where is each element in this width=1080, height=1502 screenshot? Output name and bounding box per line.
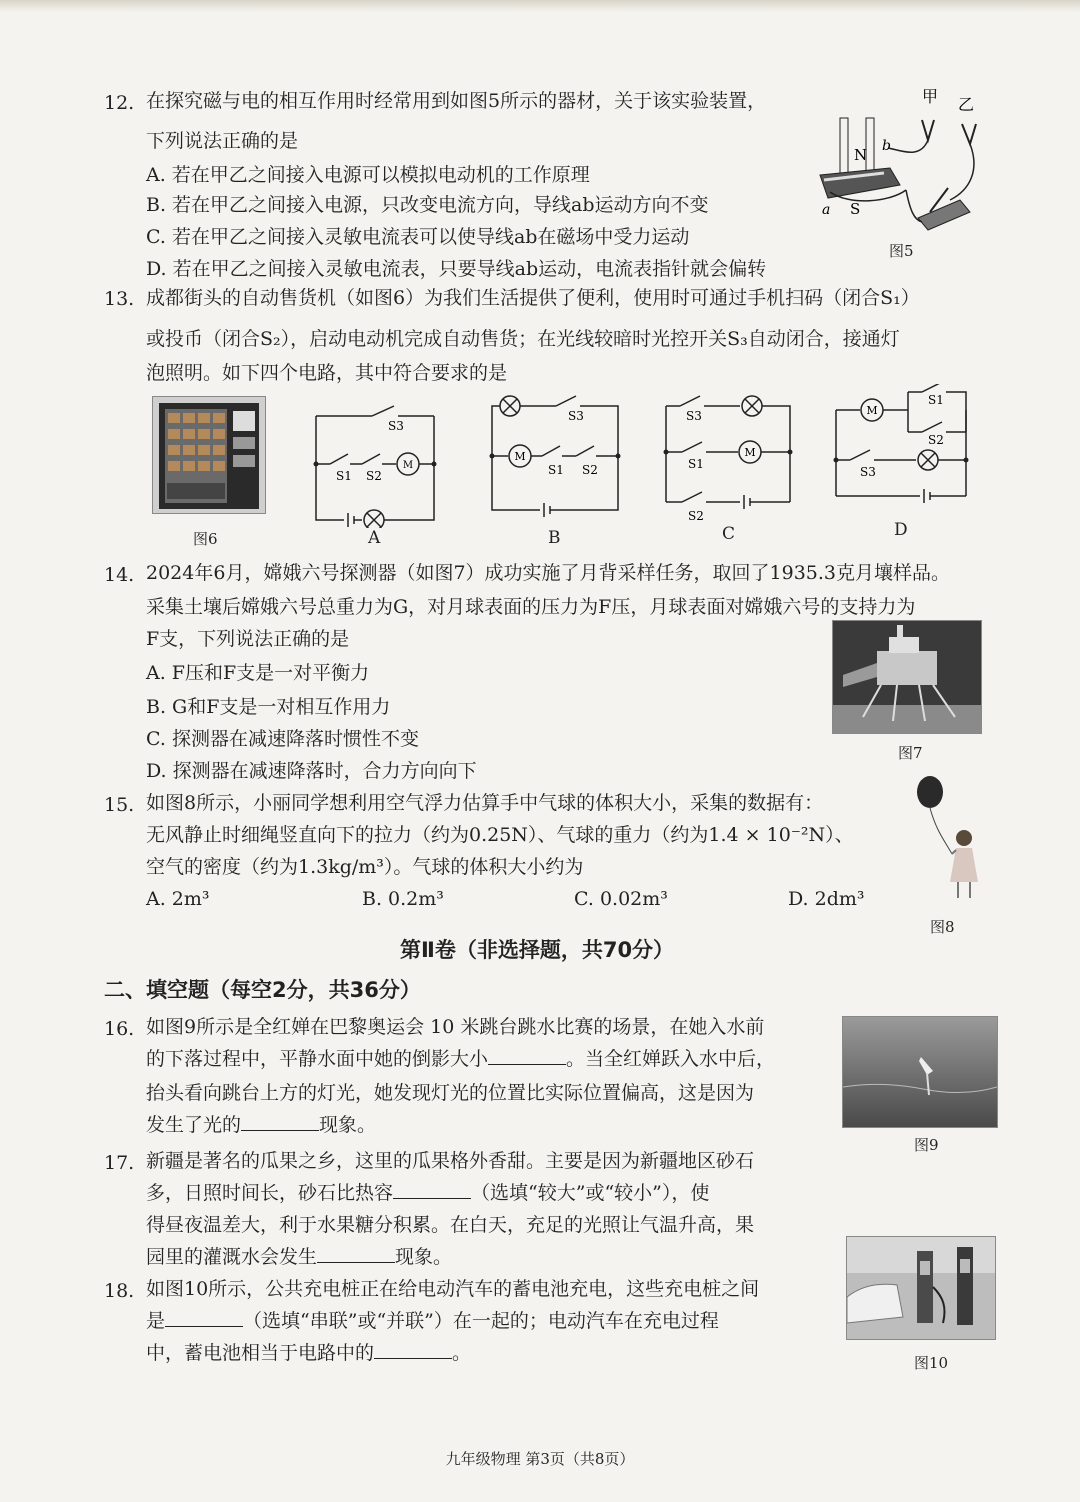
label-a: a xyxy=(822,202,831,218)
question-text xyxy=(146,1110,376,1140)
switch-s1-label: S1 xyxy=(928,393,944,407)
switch-s2-label: S2 xyxy=(688,509,704,523)
option-d: D. 探测器在减速降落时，合力方向向下 xyxy=(146,760,477,782)
option-a: A. 若在甲乙之间接入电源可以模拟电动机的工作原理 xyxy=(146,164,590,186)
switch-s3-label: S3 xyxy=(686,409,702,423)
question-number: 17. xyxy=(104,1152,135,1174)
figure-5-caption: 图5 xyxy=(889,242,914,260)
answer-blank[interactable] xyxy=(393,1180,471,1199)
section-2-title: 第Ⅱ卷（非选择题，共70分） xyxy=(400,938,675,962)
answer-blank[interactable] xyxy=(374,1340,452,1359)
figure-5-apparatus xyxy=(810,80,1000,240)
question-text xyxy=(146,1306,719,1336)
question-text: 空气的密度（约为1.3kg/m³）。气球的体积大小约为 xyxy=(146,856,584,878)
switch-s2-label: S2 xyxy=(366,469,382,483)
circuit-a xyxy=(300,400,450,528)
question-number: 15. xyxy=(104,794,135,816)
circuit-b-label: B xyxy=(548,528,561,548)
page-edge xyxy=(0,0,1080,12)
circuit-a-label: A xyxy=(368,528,381,548)
question-text: 采集土壤后嫦娥六号总重力为G，对月球表面的压力为F压，月球表面对嫦娥六号的支持力为 xyxy=(146,596,916,618)
switch-s2-label: S2 xyxy=(582,463,598,477)
question-number: 18. xyxy=(104,1280,135,1302)
option-c: C. 探测器在减速降落时惯性不变 xyxy=(146,728,419,750)
option-a: A. F压和F支是一对平衡力 xyxy=(146,662,370,684)
question-text: 或投币（闭合S₂），启动电动机完成自动售货；在光线较暗时光控开关S₃自动闭合，接通灯 xyxy=(146,328,900,350)
option-c: C. 若在甲乙之间接入灵敏电流表可以使导线ab在磁场中受力运动 xyxy=(146,226,690,248)
question-number: 16. xyxy=(104,1018,135,1040)
part-2-title: 二、填空题（每空2分，共36分） xyxy=(104,978,421,1002)
answer-blank[interactable] xyxy=(317,1244,395,1263)
question-text-part: 。 xyxy=(452,1342,472,1364)
option-c: C. 0.02m³ xyxy=(574,888,668,910)
option-d: D. 2dm³ xyxy=(788,888,865,910)
switch-s3-label: S3 xyxy=(860,465,876,479)
option-a: A. 2m³ xyxy=(146,888,210,910)
figure-9-caption: 图9 xyxy=(914,1136,939,1154)
option-d: D. 若在甲乙之间接入灵敏电流表，只要导线ab运动，电流表指针就会偏转 xyxy=(146,258,767,280)
question-text: F支，下列说法正确的是 xyxy=(146,628,350,650)
circuit-d xyxy=(830,384,980,520)
label-yi: 乙 xyxy=(958,95,975,114)
question-number: 12. xyxy=(104,92,135,114)
question-number: 14. xyxy=(104,564,135,586)
option-b: B. 若在甲乙之间接入电源，只改变电流方向，导线ab运动方向不变 xyxy=(146,194,709,216)
switch-s1-label: S1 xyxy=(336,469,352,483)
label-b: b xyxy=(882,138,891,154)
switch-s2-label: S2 xyxy=(928,433,944,447)
page-footer: 九年级物理 第3页（共8页） xyxy=(445,1450,635,1468)
circuit-d-label: D xyxy=(894,520,908,540)
question-text xyxy=(146,1044,775,1074)
figure-8-girl-balloon xyxy=(912,770,982,910)
figure-7-lander-photo xyxy=(832,620,982,734)
question-text-part: （选填“较大”或“较小”），使 xyxy=(471,1182,710,1204)
option-b: B. 0.2m³ xyxy=(362,888,444,910)
figure-6-vending-machine-photo xyxy=(152,396,266,514)
question-text: 在探究磁与电的相互作用时经常用到如图5所示的器材，关于该实验装置， xyxy=(146,90,767,112)
option-b: B. G和F支是一对相互作用力 xyxy=(146,696,391,718)
answer-blank[interactable] xyxy=(165,1308,243,1327)
question-text-part: 中，蓄电池相当于电路中的 xyxy=(146,1342,375,1364)
question-text-part: （选填“串联”或“并联”）在一起的；电动汽车在充电过程 xyxy=(243,1310,719,1332)
figure-6-caption: 图6 xyxy=(193,530,218,548)
question-text-part: 现象。 xyxy=(395,1246,453,1268)
question-text: 抬头看向跳台上方的灯光，她发现灯光的位置比实际位置偏高，这是因为 xyxy=(146,1082,755,1104)
switch-s1-label: S1 xyxy=(688,457,704,471)
question-text: 泡照明。如下四个电路，其中符合要求的是 xyxy=(146,362,508,384)
question-text-part: 多，日照时间长，砂石比热容 xyxy=(146,1182,394,1204)
question-number: 13. xyxy=(104,288,135,310)
question-text: 成都街头的自动售货机（如图6）为我们生活提供了便利，使用时可通过手机扫码（闭合S₁） xyxy=(146,287,920,309)
motor-label: M xyxy=(744,446,756,459)
motor-label: M xyxy=(866,404,878,417)
motor-label: M xyxy=(402,460,414,471)
question-text: 得昼夜温差大，利于水果糖分积累。在白天，充足的光照让气温升高，果 xyxy=(146,1214,755,1236)
question-text-part: 。当全红婵跃入水中后， xyxy=(566,1048,776,1070)
label-s-pole: S xyxy=(850,200,861,218)
label-n-pole: N xyxy=(854,146,868,164)
switch-s3-label: S3 xyxy=(568,409,584,423)
figure-8-caption: 图8 xyxy=(930,918,955,936)
question-text-part: 发生了光的 xyxy=(146,1114,242,1136)
answer-blank[interactable] xyxy=(488,1046,566,1065)
figure-10-charging-photo xyxy=(846,1236,996,1340)
question-text xyxy=(146,1178,709,1208)
question-text xyxy=(146,1242,452,1272)
question-text xyxy=(146,1338,471,1368)
motor-label: M xyxy=(514,450,526,463)
question-text-part: 园里的灌溉水会发生 xyxy=(146,1246,318,1268)
question-text: 如图10所示，公共充电桩正在给电动汽车的蓄电池充电，这些充电桩之间 xyxy=(146,1278,760,1300)
figure-9-diving-photo xyxy=(842,1016,998,1128)
question-text: 如图8所示，小丽同学想利用空气浮力估算手中气球的体积大小，采集的数据有： xyxy=(146,792,824,814)
figure-7-caption: 图7 xyxy=(898,744,923,762)
question-text: 如图9所示是全红婵在巴黎奥运会 10 米跳台跳水比赛的场景，在她入水前 xyxy=(146,1016,765,1038)
circuit-c xyxy=(660,392,810,524)
question-text-part: 是 xyxy=(146,1310,166,1332)
figure-10-caption: 图10 xyxy=(914,1354,949,1372)
label-jia: 甲 xyxy=(922,87,939,106)
question-text-part: 现象。 xyxy=(319,1114,377,1136)
circuit-b xyxy=(484,392,634,520)
question-text: 无风静止时细绳竖直向下的拉力（约为0.25N）、气球的重力（约为1.4 × 10⁻²N）、 xyxy=(146,824,854,846)
question-text: 新疆是著名的瓜果之乡，这里的瓜果格外香甜。主要是因为新疆地区砂石 xyxy=(146,1150,755,1172)
question-text-part: 的下落过程中，平静水面中她的倒影大小 xyxy=(146,1048,489,1070)
question-text: 下列说法正确的是 xyxy=(146,130,299,152)
switch-s1-label: S1 xyxy=(548,463,564,477)
circuit-c-label: C xyxy=(722,524,736,544)
switch-s3-label: S3 xyxy=(388,419,404,433)
question-text: 2024年6月，嫦娥六号探测器（如图7）成功实施了月背采样任务，取回了1935.3克月壤样品。 xyxy=(146,562,951,584)
answer-blank[interactable] xyxy=(241,1112,319,1131)
